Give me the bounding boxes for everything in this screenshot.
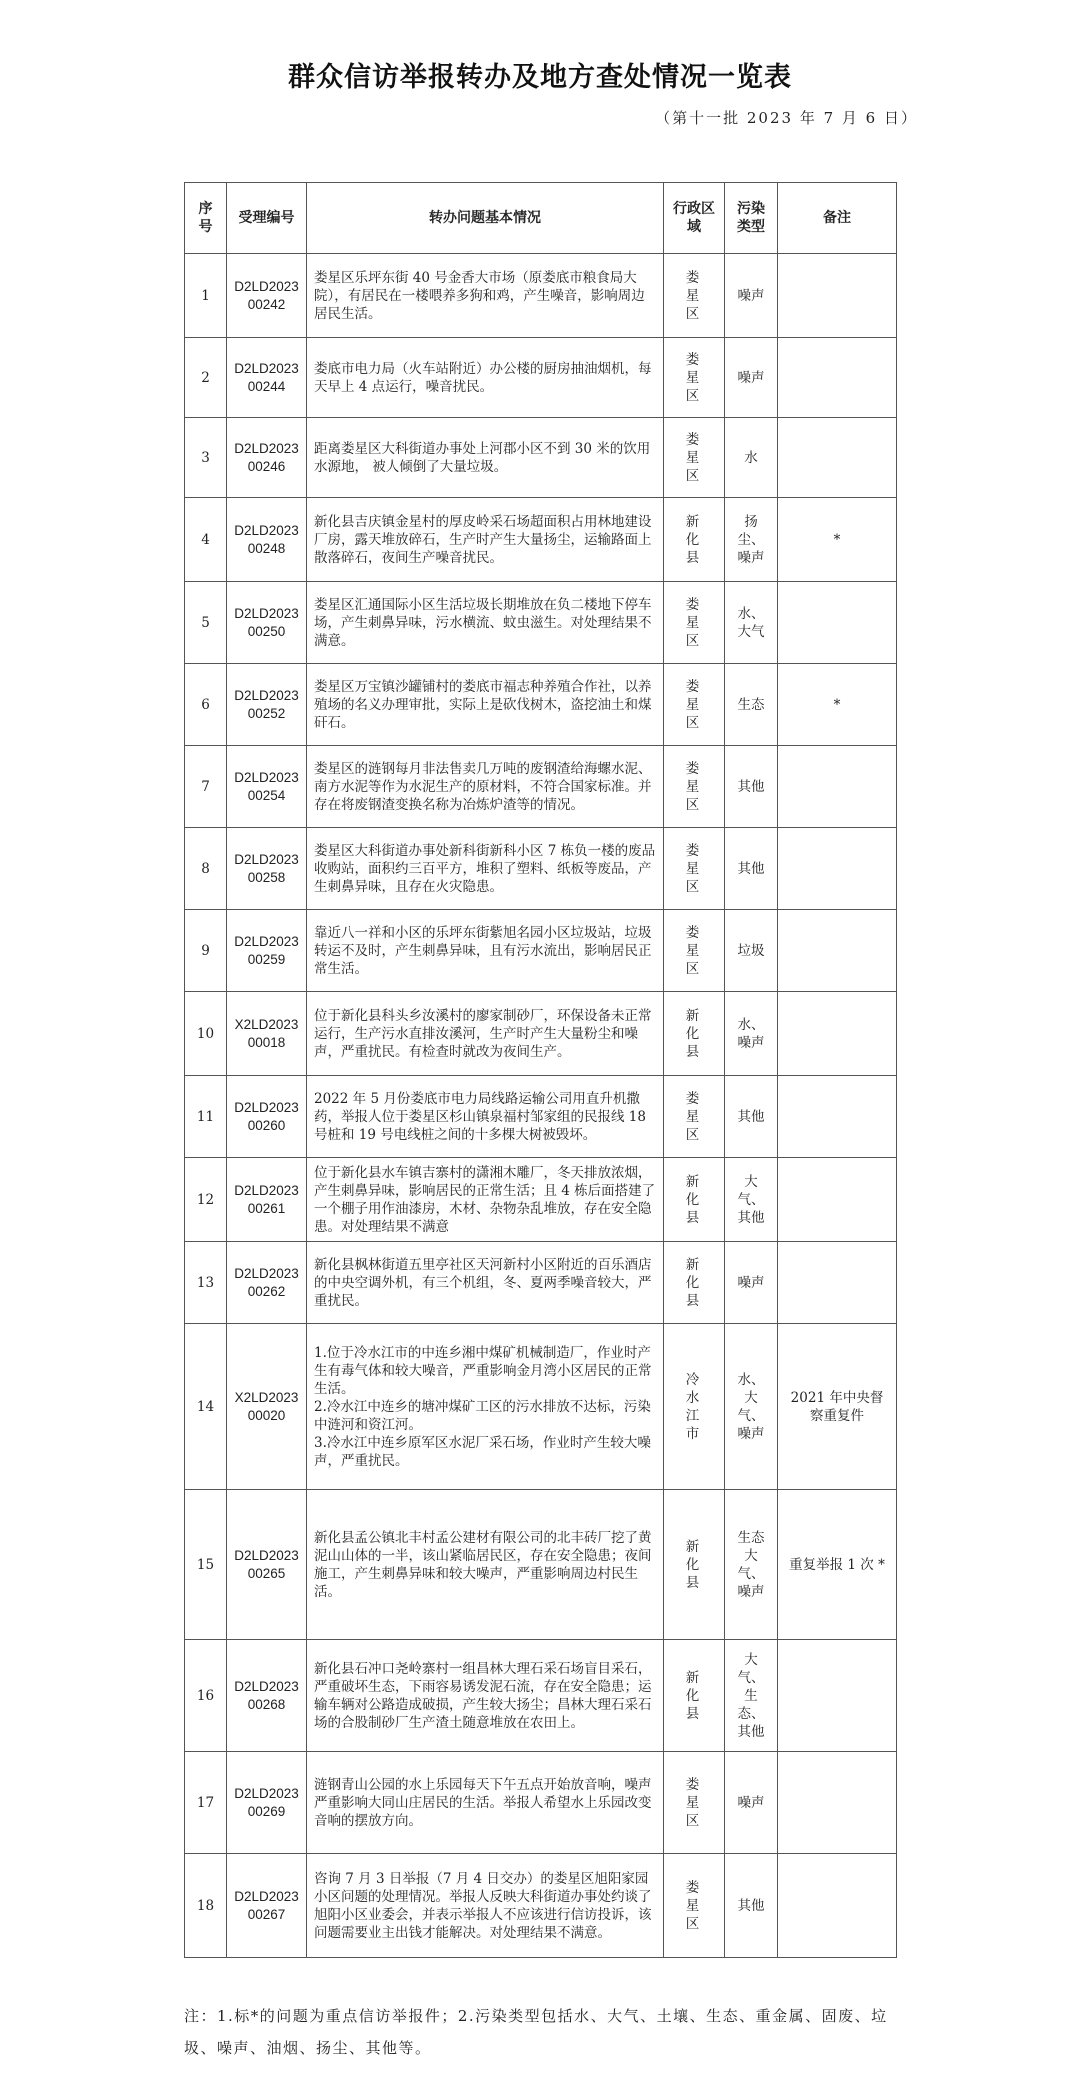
row-no: 7 [185,746,227,828]
row-no: 3 [185,418,227,498]
row-no: 15 [185,1490,227,1640]
row-code: D2LD2023 00262 [227,1242,307,1324]
row-type: 大气、生态、其他 [725,1640,778,1752]
footnote: 注：1.标*的问题为重点信访举报件；2.污染类型包括水、大气、土壤、生态、重金属、固废、垃圾、噪声、油烟、扬尘、其他等。 [184,2007,888,2057]
table-row [185,254,897,338]
table-row [185,828,897,910]
row-type: 水、大气 [725,582,778,664]
row-type: 大气、其他 [725,1158,778,1242]
table-row [185,1640,897,1752]
table-body [185,254,897,1958]
row-type: 其他 [725,828,778,910]
row-code: D2LD2023 00246 [227,418,307,498]
row-code: D2LD2023 00244 [227,338,307,418]
header-code: 受理编号 [227,183,307,254]
row-desc: 靠近八一祥和小区的乐坪东街紫旭名园小区垃圾站，垃圾转运不及时，产生刺鼻异味，且有污水流出，影响居民正常生活。 [307,910,664,992]
row-type: 其他 [725,746,778,828]
row-note [778,1076,897,1158]
row-code: D2LD2023 00268 [227,1640,307,1752]
row-area: 娄星区 [664,418,725,498]
row-area: 新化县 [664,498,725,582]
row-no: 12 [185,1158,227,1242]
row-note [778,1242,897,1324]
row-note: 2021 年中央督察重复件 [778,1324,897,1490]
row-area: 娄星区 [664,1752,725,1854]
row-code: D2LD2023 00242 [227,254,307,338]
header-no: 序号 [185,183,227,254]
table-row [185,582,897,664]
row-code: D2LD2023 00248 [227,498,307,582]
table-row [185,418,897,498]
header-type: 污染类型 [725,183,778,254]
row-note [778,1752,897,1854]
table-header-row [185,183,897,254]
row-code: D2LD2023 00267 [227,1854,307,1958]
row-note [778,1854,897,1958]
row-desc: 新化县枫林街道五里亭社区天河新村小区附近的百乐酒店的中央空调外机，有三个机组，冬、夏两季噪音较大，严重扰民。 [307,1242,664,1324]
table-row [185,338,897,418]
row-note: 重复举报 1 次 * [778,1490,897,1640]
row-type: 扬尘、噪声 [725,498,778,582]
row-type: 噪声 [725,1752,778,1854]
row-note: * [778,498,897,582]
row-no: 13 [185,1242,227,1324]
row-code: X2LD2023 00018 [227,992,307,1076]
row-desc: 娄底市电力局（火车站附近）办公楼的厨房抽油烟机，每天早上 4 点运行，噪音扰民。 [307,338,664,418]
row-area: 新化县 [664,1640,725,1752]
row-type: 噪声 [725,338,778,418]
row-note [778,418,897,498]
row-no: 9 [185,910,227,992]
row-no: 6 [185,664,227,746]
row-area: 新化县 [664,1242,725,1324]
row-note [778,910,897,992]
row-code: D2LD2023 00254 [227,746,307,828]
row-desc: 新化县石冲口尧岭寨村一组昌林大理石采石场盲目采石，严重破坏生态，下雨容易诱发泥石流，存在安全隐患；运输车辆对公路造成破损，产生较大扬尘；昌林大理石采石场的合股制砂厂生产渣土随意堆放在农田上。 [307,1640,664,1752]
row-code: D2LD2023 00259 [227,910,307,992]
header-desc: 转办问题基本情况 [307,183,664,254]
row-type: 其他 [725,1076,778,1158]
row-area: 娄星区 [664,746,725,828]
row-type: 生态 [725,664,778,746]
row-desc: 娄星区大科街道办事处新科街新科小区 7 栋负一楼的废品收购站，面积约三百平方，堆积了塑料、纸板等废品，产生刺鼻异味，且存在火灾隐患。 [307,828,664,910]
row-no: 10 [185,992,227,1076]
row-type: 噪声 [725,254,778,338]
row-no: 8 [185,828,227,910]
row-note [778,1158,897,1242]
row-code: D2LD2023 00265 [227,1490,307,1640]
row-note [778,828,897,910]
row-area: 娄星区 [664,582,725,664]
row-note [778,992,897,1076]
row-note [778,746,897,828]
header-note: 备注 [778,183,897,254]
row-type: 水 [725,418,778,498]
row-code: D2LD2023 00252 [227,664,307,746]
row-no: 17 [185,1752,227,1854]
row-type: 水、噪声 [725,992,778,1076]
row-code: D2LD2023 00258 [227,828,307,910]
row-area: 冷水江市 [664,1324,725,1490]
row-desc: 位于新化县科头乡汝溪村的廖家制砂厂，环保设备未正常运行，生产污水直排汝溪河，生产时产生大量粉尘和噪声，严重扰民。有检查时就改为夜间生产。 [307,992,664,1076]
row-no: 5 [185,582,227,664]
row-area: 娄星区 [664,910,725,992]
row-code: D2LD2023 00260 [227,1076,307,1158]
row-type: 水、大气、噪声 [725,1324,778,1490]
table-row [185,1158,897,1242]
row-note: * [778,664,897,746]
table-row [185,498,897,582]
row-code: D2LD2023 00250 [227,582,307,664]
row-desc: 距离娄星区大科街道办事处上河郡小区不到 30 米的饮用水源地， 被人倾倒了大量垃圾。 [307,418,664,498]
row-no: 1 [185,254,227,338]
row-note [778,338,897,418]
row-desc: 涟钢青山公园的水上乐园每天下午五点开始放音响，噪声严重影响大同山庄居民的生活。举报人希望水上乐园改变音响的摆放方向。 [307,1752,664,1854]
row-area: 娄星区 [664,1854,725,1958]
batch-date: （第十一批 2023 年 7 月 6 日） [655,109,918,127]
row-desc: 娄星区万宝镇沙罐铺村的娄底市福志种养殖合作社，以养殖场的名义办理审批，实际上是砍伐树木，盗挖油土和煤矸石。 [307,664,664,746]
row-desc: 咨询 7 月 3 日举报（7 月 4 日交办）的娄星区旭阳家园小区问题的处理情况。举报人反映大科街道办事处约谈了旭阳小区业委会，并表示举报人不应该进行信访投诉，该问题需要业主出钱才能解决。对处理结果不满意。 [307,1854,664,1958]
table-row [185,910,897,992]
table-row [185,1324,897,1490]
row-desc: 新化县吉庆镇金星村的厚皮岭采石场超面积占用林地建设厂房，露天堆放碎石，生产时产生大量扬尘，运输路面上散落碎石，夜间生产噪音扰民。 [307,498,664,582]
table-row [185,1752,897,1854]
row-note [778,254,897,338]
row-no: 2 [185,338,227,418]
row-area: 新化县 [664,1490,725,1640]
row-type: 生态大气、噪声 [725,1490,778,1640]
row-type: 噪声 [725,1242,778,1324]
complaint-table [184,182,897,1958]
table-row [185,1076,897,1158]
row-desc: 娄星区汇通国际小区生活垃圾长期堆放在负二楼地下停车场，产生刺鼻异味，污水横流、蚊虫滋生。对处理结果不满意。 [307,582,664,664]
row-area: 新化县 [664,992,725,1076]
table-row [185,1490,897,1640]
row-area: 娄星区 [664,1076,725,1158]
row-desc: 1.位于冷水江市的中连乡湘中煤矿机械制造厂，作业时产生有毒气体和较大噪音，严重影响金月湾小区居民的正常生活。 2.冷水江中连乡的塘冲煤矿工区的污水排放不达标，污染中涟河和资江河。 3.冷水江中连乡原军区水泥厂采石场，作业时产生较大噪声，严重扰民。 [307,1324,664,1490]
row-code: D2LD2023 00261 [227,1158,307,1242]
row-no: 16 [185,1640,227,1752]
row-desc: 娄星区乐坪东街 40 号金香大市场（原娄底市粮食局大院），有居民在一楼喂养多狗和鸡，产生噪音，影响周边居民生活。 [307,254,664,338]
row-type: 其他 [725,1854,778,1958]
row-no: 11 [185,1076,227,1158]
row-code: D2LD2023 00269 [227,1752,307,1854]
row-area: 娄星区 [664,254,725,338]
row-code: X2LD2023 00020 [227,1324,307,1490]
row-no: 14 [185,1324,227,1490]
row-area: 娄星区 [664,664,725,746]
row-desc: 2022 年 5 月份娄底市电力局线路运输公司用直升机撒药，举报人位于娄星区杉山镇泉福村邹家组的民报线 18 号桩和 19 号电线桩之间的十多棵大树被毁坏。 [307,1076,664,1158]
row-desc: 新化县孟公镇北丰村孟公建材有限公司的北丰砖厂挖了黄泥山山体的一半，该山紧临居民区，存在安全隐患；夜间施工，产生刺鼻异味和较大噪声，严重影响周边村民生活。 [307,1490,664,1640]
row-no: 18 [185,1854,227,1958]
row-desc: 娄星区的涟钢每月非法售卖几万吨的废钢渣给海螺水泥、南方水泥等作为水泥生产的原材料，不符合国家标准。并存在将废钢渣变换名称为冶炼炉渣等的情况。 [307,746,664,828]
row-desc: 位于新化县水车镇吉寨村的潇湘木雕厂，冬天排放浓烟，产生刺鼻异味，影响居民的正常生活；且 4 栋后面搭建了一个棚子用作油漆房，木材、杂物杂乱堆放，存在安全隐患。对处理结果不满意 [307,1158,664,1242]
row-no: 4 [185,498,227,582]
row-note [778,582,897,664]
row-note [778,1640,897,1752]
row-area: 娄星区 [664,828,725,910]
row-type: 垃圾 [725,910,778,992]
page-title: 群众信访举报转办及地方查处情况一览表 [288,62,792,93]
row-area: 新化县 [664,1158,725,1242]
table-row [185,1242,897,1324]
table-row [185,664,897,746]
table-row [185,1854,897,1958]
table-row [185,992,897,1076]
table-row [185,746,897,828]
header-area: 行政区域 [664,183,725,254]
row-area: 娄星区 [664,338,725,418]
